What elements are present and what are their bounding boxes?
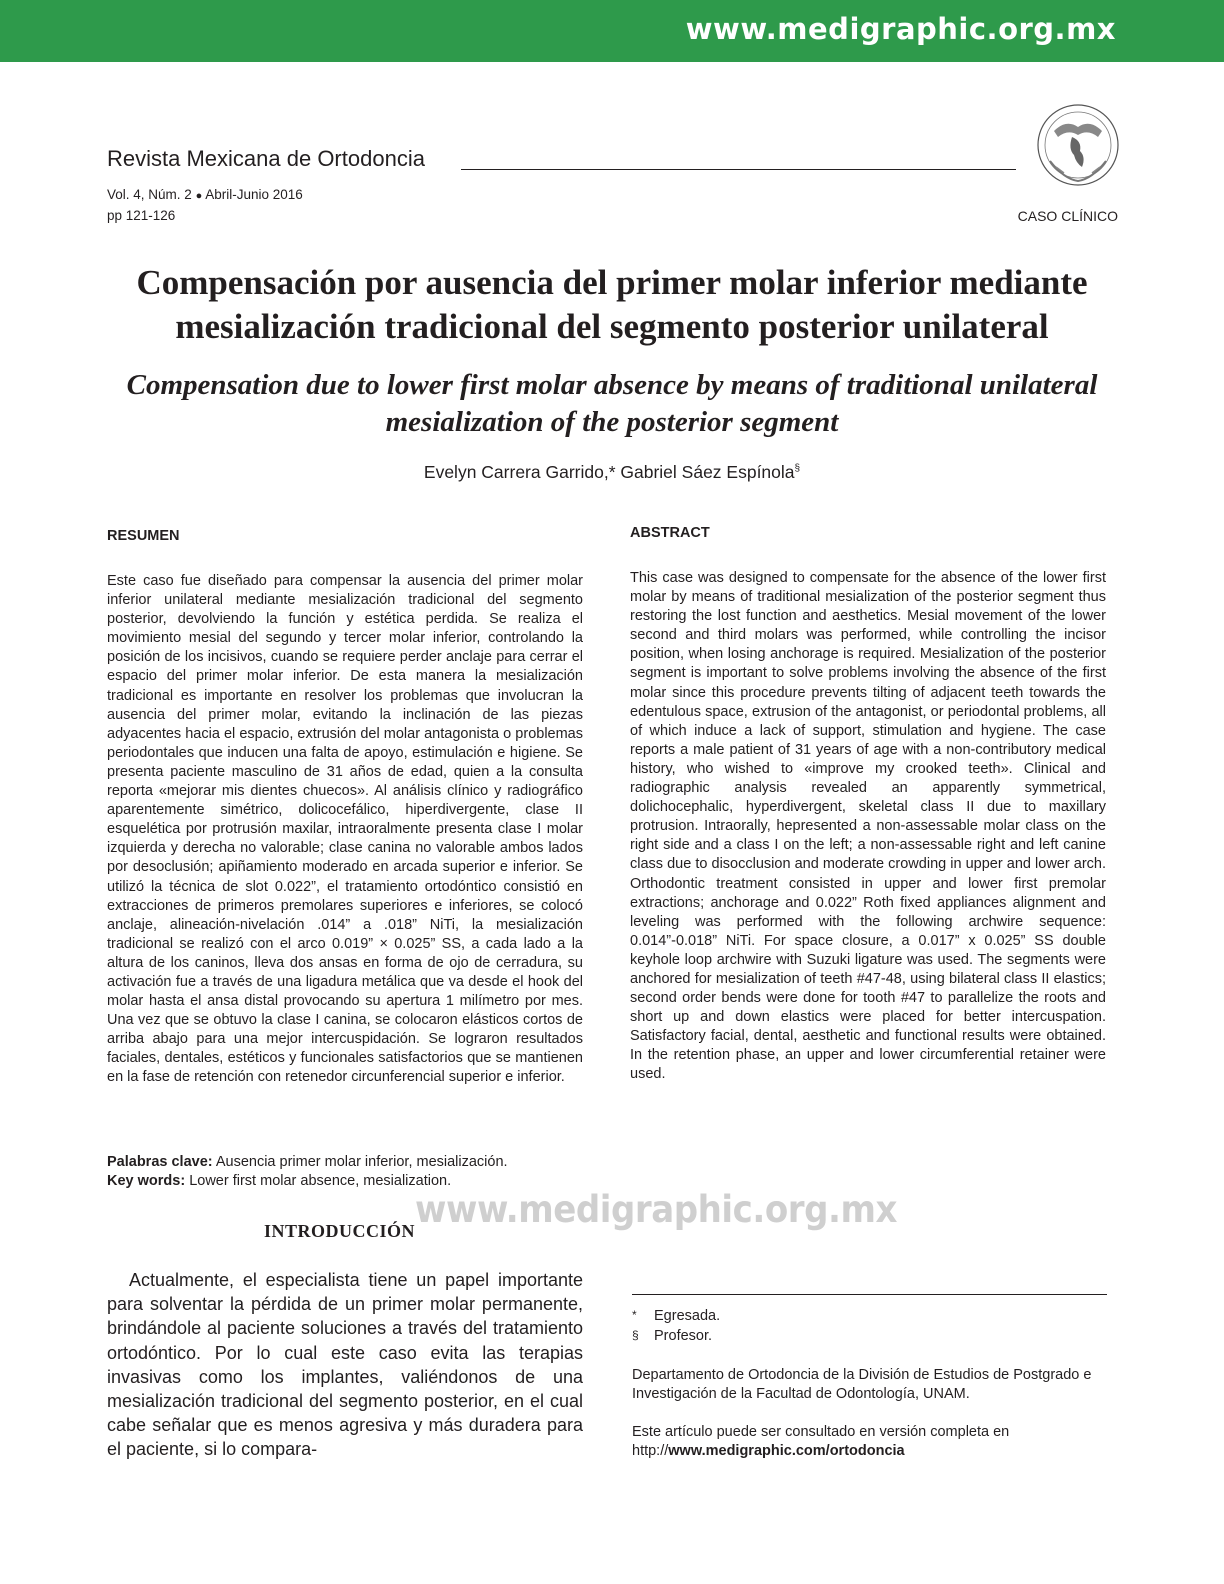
affiliation: Departamento de Ortodoncia de la División de Estudios de Postgrado e Investigación de la Facultad de Odontología, UNAM. [632,1367,1092,1402]
resumen-heading: RESUMEN [107,528,180,544]
keywords-es-text: Ausencia primer molar inferior, mesialización. [215,1154,508,1170]
bullet: ● [195,190,203,202]
author-1-mark: * [608,462,616,482]
intro-text: Actualmente, el especialista tiene un papel importante para solventar la pérdida de un primer molar permanente, brindándole al paciente soluciones a través del tratamiento ortodóntico. Por lo cual este caso evita las terapias invasivas como los implantes, valiéndonos de una mesialización tradicional del segmento posterior, en el cual cabe señalar que es menos agresiva y más duradera para el paciente, si lo compara- [107,1270,583,1460]
authors [90,462,1134,483]
url-prefix: http:// [632,1443,669,1459]
url-link[interactable]: www.medigraphic.com/ortodoncia [668,1443,905,1459]
volume-info [107,187,303,202]
footnote-1 [632,1308,720,1324]
watermark: www.medigraphic.org.mx [415,1188,897,1231]
article-title-english: Compensation due to lower first molar absence by means of traditional unilateral mesialization of the posterior segment [126,369,1098,438]
article-title: Compensación por ausencia del primer molar inferior mediante mesialización tradicional del segmento posterior unilateral [136,263,1088,346]
journal-name: Revista Mexicana de Ortodoncia [107,146,425,171]
keywords [107,1153,607,1191]
top-banner [0,0,1224,62]
keywords-en-text: Lower first molar absence, mesialization. [189,1173,452,1189]
availability-note [632,1423,1107,1461]
footnote-1-mark: * [632,1308,637,1322]
keywords-es-label: Palabras clave: [107,1154,213,1170]
issue-date: Abril-Junio 2016 [205,187,303,202]
section-label: CASO CLÍNICO [1017,208,1118,224]
footnote-rule [632,1294,1107,1295]
unam-seal-icon [1036,101,1120,193]
footnote-2-text: Profesor. [654,1328,713,1344]
footnote-2-mark: § [632,1328,639,1342]
site-url[interactable]: www.medigraphic.org.mx [685,12,1116,46]
footnote-2 [632,1328,712,1344]
abstract-heading: ABSTRACT [630,525,710,541]
header-rule [461,169,1016,170]
journal-url[interactable] [632,1442,1107,1461]
keywords-en-label: Key words: [107,1173,186,1189]
author-2-mark: § [794,463,801,475]
author-2: Gabriel Sáez Espínola [620,462,795,482]
footnote-1-text: Egresada. [654,1308,721,1324]
keywords-es [107,1153,607,1172]
author-1: Evelyn Carrera Garrido, [423,462,609,482]
resumen-text: Este caso fue diseñado para compensar la ausencia del primer molar inferior unilateral mediante mesialización tradicional del segmento posterior, devolviendo la función y estética perdida. Se realiza el movimiento mesial del segundo y tercer molar inferior, controlando la posición de los incisivos, cuando se requiere perder anclaje para cerrar el espacio del primer molar inferior. De esta manera la mesialización tradicional es importante en resolver los problemas que involucran la ausencia del primer molar, evitando la inclinación de las piezas adyacentes hacia el espacio, extrusión del molar antagonista o problemas periodontales que inducen una falta de apoyo, estimulación e higiene. Se presenta paciente masculino de 31 años de edad, quien a la consulta reporta «mejorar mis dientes chuecos». Al análisis clínico y radiográfico aparentemente simétrico, dolicocefálico, hiperdivergente, clase II esquelética por protrusión maxilar, intraoralmente presenta clase I molar izquierda y derecha no valorable; clase canina no valorable ambos lados por desoclusión; apiñamiento moderado en arcada superior e inferior. Se utilizó la técnica de slot 0.022”, el tratamiento ortodóntico consistió en extracciones de primeros premolares superiores e inferiores, se colocó anclaje, alineación-nivelación .014” a .018” NiTi, la mesialización tradicional se realizó con el arco 0.019” × 0.025” SS, a cada lado a la altura de los caninos, lleva dos ansas en forma de ojo de cerradura, su activación fue a través de una ligadura metálica que va desde el hook del molar hasta el ansa distal provocando su apertura 1 milímetro por mes. Una vez que se obtuvo la clase I canina, se colocaron elásticos cortos de arriba abajo para una mejor intercuspidación. Se lograron resultados faciales, dentales, estéticos y funcionales satisfactorios que se mantienen en la fase de retención con retenedor circunferencial superior e inferior. [107,573,583,1086]
availability-text: Este artículo puede ser consultado en versión completa en [632,1424,1010,1440]
intro-heading: INTRODUCCIÓN [264,1221,416,1241]
abstract-text: This case was designed to compensate for the absence of the lower first molar by means of traditional mesialization of the posterior segment thus restoring the lost function and aesthetics. Mesial movement of the lower second and third molars was performed, while controlling the incisor position, when losing anchorage is required. Mesialization of the posterior segment is important to solve problems involving the absence of the first molar since this procedure prevents tilting of adjacent teeth towards the edentulous space, extrusion of the antagonist, or periodontal problems, all of which induce a lack of support, stimulation and hygiene. The case reports a male patient of 31 years of age with a non-contributory medical history, who wished to «improve my crooked teeth». Clinical and radiographic analysis revealed an apparently symmetrical, dolichocephalic, hyperdivergent, skeletal class II due to maxillary protrusion. Intraorally, hepresented a non-assessable molar class on the right side and a class I on the left; a non-assessable right and left canine class due to disocclusion and moderate crowding in upper and lower arch. Orthodontic treatment consisted in upper and lower first premolar extractions; anchorage and 0.022” Roth fixed appliances alignment and leveling was performed with the following archwire sequence: 0.014”-0.018” NiTi. For space closure, a 0.017” x 0.025” SS double keyhole loop archwire with Suzuki ligature was used. The segments were anchored for mesialization of teeth #47-48, using bilateral class II elastics; second order bends were done for tooth #47 to parallelize the roots and short up and down elastics were placed for better intercuspation. Satisfactory facial, dental, aesthetic and functional results were obtained. In the retention phase, an upper and lower circumferential retainer were used. [630,570,1106,1083]
page-range: pp 121-126 [107,208,176,223]
volume: Vol. 4, Núm. 2 [107,187,192,202]
